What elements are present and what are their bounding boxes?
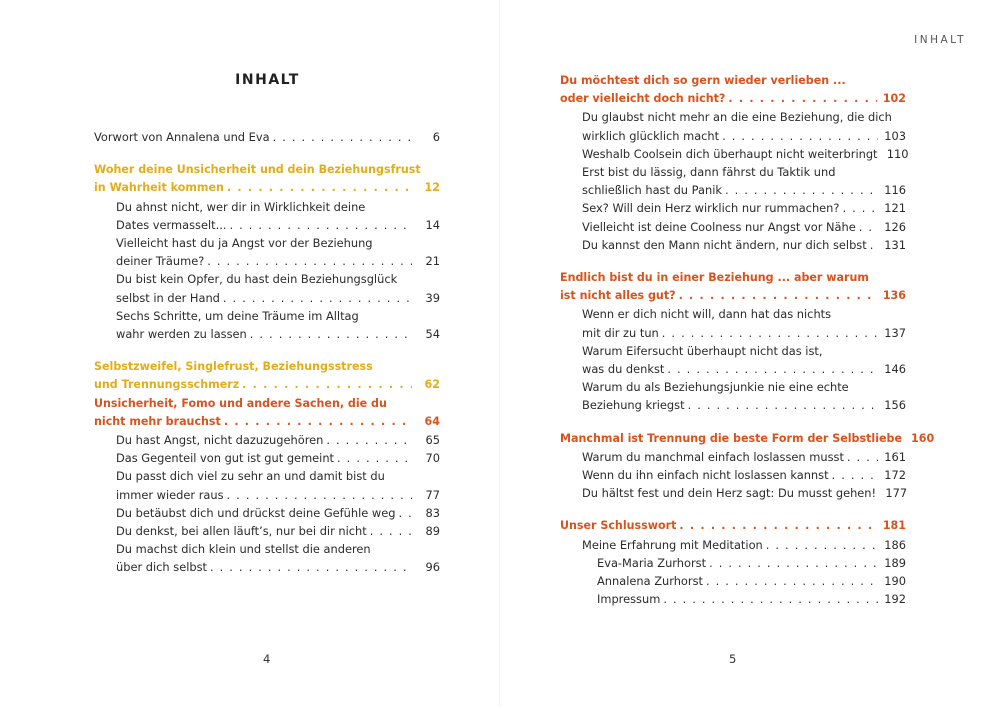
toc-entry-text: Du machst dich klein und stellst die anderen bbox=[116, 542, 371, 557]
toc-entry-text: Beziehung kriegst bbox=[582, 398, 685, 413]
toc-entry-text: Woher deine Unsicherheit und dein Beziehungsfrust bbox=[94, 163, 421, 177]
toc-entry[interactable] bbox=[560, 554, 906, 572]
toc-entry-text: selbst in der Hand bbox=[116, 290, 220, 305]
toc-page-number: 62 bbox=[424, 378, 440, 392]
toc-entry[interactable] bbox=[94, 467, 440, 503]
right-page bbox=[500, 0, 1000, 707]
toc-entry-text: Meine Erfahrung mit Meditation bbox=[582, 537, 763, 552]
toc-entry-text: Warum du als Beziehungsjunkie nie eine echte bbox=[582, 380, 849, 395]
dot-leader bbox=[326, 431, 412, 449]
toc-entry-text: nicht mehr brauchst bbox=[94, 414, 221, 428]
toc-page-number: 65 bbox=[425, 433, 440, 448]
toc-entry-text: Annalena Zurhorst bbox=[597, 574, 703, 589]
toc-entry-text: Erst bist du lässig, dann fährst du Taktik und bbox=[582, 165, 836, 180]
toc-entry-text: Vielleicht hast du ja Angst vor der Beziehung bbox=[116, 236, 373, 251]
toc-page-number: 181 bbox=[882, 519, 906, 533]
toc-entry-text: oder vielleicht doch nicht? bbox=[560, 92, 726, 106]
toc-list-right bbox=[560, 72, 935, 608]
toc-page-number: 21 bbox=[425, 254, 440, 269]
toc-entry[interactable] bbox=[560, 163, 906, 199]
dot-leader bbox=[728, 90, 876, 108]
toc-chapter[interactable] bbox=[560, 517, 906, 535]
toc-page-number: 136 bbox=[882, 289, 906, 303]
toc-page-number: 64 bbox=[424, 414, 440, 428]
toc-entry-text: ist nicht alles gut? bbox=[560, 289, 676, 303]
toc-entry[interactable] bbox=[560, 305, 906, 341]
toc-page-number: 131 bbox=[884, 237, 906, 252]
toc-entry-text: Du betäubst dich und drückst deine Gefühle weg bbox=[116, 505, 396, 520]
toc-page-number: 137 bbox=[884, 325, 906, 340]
toc-entry[interactable] bbox=[560, 378, 906, 414]
toc-entry-text: Unsicherheit, Fomo und andere Sachen, die du bbox=[94, 396, 387, 410]
page-number-left: 4 bbox=[263, 652, 271, 666]
toc-entry[interactable] bbox=[560, 466, 906, 484]
toc-entry-text: Impressum bbox=[597, 592, 661, 607]
toc-page-number: 146 bbox=[884, 362, 906, 377]
toc-entry[interactable] bbox=[94, 522, 440, 540]
dot-leader bbox=[667, 360, 878, 378]
dot-leader bbox=[706, 572, 878, 590]
toc-entry-text: Sechs Schritte, um deine Träume im Alltag bbox=[116, 308, 359, 323]
toc-chapter[interactable] bbox=[94, 358, 440, 394]
toc-entry[interactable] bbox=[560, 218, 906, 236]
toc-page-number: 12 bbox=[424, 181, 440, 195]
toc-page-number: 77 bbox=[425, 487, 440, 502]
toc-entry[interactable] bbox=[560, 572, 906, 590]
toc-page-number: 110 bbox=[886, 146, 909, 161]
dot-leader bbox=[722, 127, 878, 145]
toc-entry[interactable] bbox=[560, 536, 906, 554]
toc-page-number: 177 bbox=[885, 486, 908, 501]
toc-page-number: 14 bbox=[425, 217, 440, 232]
toc-entry[interactable] bbox=[94, 540, 440, 576]
dot-leader bbox=[679, 287, 877, 305]
dot-leader bbox=[725, 181, 878, 199]
toc-page-number: 6 bbox=[432, 130, 440, 144]
toc-entry[interactable] bbox=[94, 449, 440, 467]
dot-leader bbox=[227, 179, 412, 197]
toc-entry-text: in Wahrheit kommen bbox=[94, 181, 224, 195]
toc-entry-text: Vielleicht ist deine Coolness nur Angst vor Nähe bbox=[582, 219, 856, 234]
toc-entry[interactable] bbox=[94, 431, 440, 449]
toc-entry[interactable] bbox=[560, 145, 909, 163]
dot-leader bbox=[662, 324, 878, 342]
page-number-right: 5 bbox=[729, 652, 737, 666]
toc-page-number: 160 bbox=[911, 431, 935, 445]
dot-leader bbox=[832, 466, 878, 484]
toc-entry-text: und Trennungsschmerz bbox=[94, 378, 240, 392]
toc-entry-text: Wenn du ihn einfach nicht loslassen kannst bbox=[582, 468, 829, 483]
toc-page-number: 189 bbox=[884, 555, 906, 570]
toc-entry-text: Du ahnst nicht, wer dir in Wirklichkeit deine bbox=[116, 199, 366, 214]
toc-entry-text: Dates vermasselt... bbox=[116, 217, 227, 232]
dot-leader bbox=[337, 449, 412, 467]
toc-page-number: 121 bbox=[884, 201, 906, 216]
toc-entry-text: Du glaubst nicht mehr an die eine Beziehung, die dich bbox=[582, 110, 892, 125]
toc-page-number: 54 bbox=[425, 327, 440, 342]
dot-leader bbox=[688, 396, 878, 414]
toc-entry-text: Sex? Will dein Herz wirklich nur rummachen? bbox=[582, 201, 840, 216]
toc-entry-text: Manchmal ist Trennung die beste Form der Selbstliebe bbox=[560, 431, 903, 445]
toc-page-number: 103 bbox=[884, 128, 906, 143]
toc-entry-text: immer wieder raus bbox=[116, 487, 224, 502]
dot-leader bbox=[229, 216, 412, 234]
dot-leader bbox=[766, 536, 878, 554]
dot-leader bbox=[847, 448, 878, 466]
toc-entry-text: Weshalb Coolsein dich überhaupt nicht weiterbringt bbox=[582, 146, 878, 161]
toc-page-number: 186 bbox=[884, 537, 906, 552]
toc-entry[interactable] bbox=[94, 234, 440, 270]
dot-leader bbox=[207, 252, 412, 270]
toc-entry-text: Das Gegenteil von gut ist gut gemeint bbox=[116, 451, 335, 466]
toc-page-number: 192 bbox=[884, 592, 906, 607]
toc-entry-text: Warum du manchmal einfach loslassen musst bbox=[582, 449, 844, 464]
toc-page-number: 96 bbox=[425, 560, 440, 575]
toc-entry-text: Du denkst, bei allen läuft’s, nur bei dir nicht bbox=[116, 524, 367, 539]
dot-leader bbox=[709, 554, 878, 572]
dot-leader bbox=[398, 504, 412, 522]
toc-page-number: 190 bbox=[884, 574, 906, 589]
toc-page-number: 126 bbox=[884, 219, 906, 234]
dot-leader bbox=[227, 486, 412, 504]
toc-entry[interactable] bbox=[94, 504, 440, 522]
toc-page-number: 161 bbox=[884, 449, 906, 464]
toc-entry-text: Unser Schlusswort bbox=[560, 519, 677, 533]
toc-entry[interactable] bbox=[94, 307, 440, 343]
toc-page-number: 102 bbox=[882, 92, 906, 106]
toc-entry[interactable] bbox=[560, 108, 906, 144]
toc-entry-text: Wenn er dich nicht will, dann hat das nichts bbox=[582, 307, 832, 322]
toc-entry[interactable] bbox=[94, 128, 440, 146]
toc-page-number: 156 bbox=[884, 398, 906, 413]
toc-entry-text: Warum Eifersucht überhaupt nicht das ist, bbox=[582, 343, 823, 358]
dot-leader bbox=[859, 218, 878, 236]
dot-leader bbox=[870, 236, 878, 254]
dot-leader bbox=[370, 522, 412, 540]
toc-entry-text: Endlich bist du in einer Beziehung ... aber warum bbox=[560, 271, 869, 285]
toc-entry[interactable] bbox=[94, 270, 440, 306]
toc-entry-text: über dich selbst bbox=[116, 560, 207, 575]
dot-leader bbox=[223, 289, 412, 307]
toc-entry[interactable] bbox=[560, 342, 906, 378]
toc-chapter[interactable] bbox=[560, 72, 906, 108]
toc-list-left bbox=[94, 128, 440, 577]
toc-page-number: 172 bbox=[884, 468, 906, 483]
toc-chapter[interactable] bbox=[94, 161, 440, 197]
toc-entry-text: Du bist kein Opfer, du hast dein Beziehungsglück bbox=[116, 272, 398, 287]
toc-entry[interactable] bbox=[560, 236, 906, 254]
toc-entry-text: Du hast Angst, nicht dazuzugehören bbox=[116, 433, 324, 448]
toc-chapter[interactable] bbox=[560, 269, 906, 305]
toc-page-number: 70 bbox=[425, 451, 440, 466]
toc-entry-text: Du hältst fest und dein Herz sagt: Du musst gehen! bbox=[582, 486, 877, 501]
toc-chapter[interactable] bbox=[94, 395, 440, 431]
dot-leader bbox=[210, 558, 412, 576]
toc-entry[interactable] bbox=[560, 484, 906, 502]
toc-entry-text: was du denkst bbox=[582, 362, 665, 377]
toc-entry[interactable] bbox=[560, 199, 906, 217]
dot-leader bbox=[663, 590, 878, 608]
dot-leader bbox=[224, 413, 412, 431]
toc-page-number: 83 bbox=[425, 505, 440, 520]
toc-entry-text: Vorwort von Annalena und Eva bbox=[94, 130, 270, 144]
dot-leader bbox=[250, 325, 412, 343]
toc-entry-text: wirklich glücklich macht bbox=[582, 128, 720, 143]
toc-entry-text: Selbstzweifel, Singlefrust, Beziehungsstress bbox=[94, 360, 373, 374]
dot-leader bbox=[273, 128, 412, 146]
running-head: INHALT bbox=[914, 34, 966, 46]
toc-entry[interactable] bbox=[560, 448, 906, 466]
toc-entry-text: deiner Träume? bbox=[116, 254, 205, 269]
toc-entry-text: mit dir zu tun bbox=[582, 325, 659, 340]
toc-entry-text: wahr werden zu lassen bbox=[116, 327, 247, 342]
dot-leader bbox=[842, 199, 878, 217]
dot-leader bbox=[242, 376, 412, 394]
toc-entry-text: Du passt dich viel zu sehr an und damit bist du bbox=[116, 469, 385, 484]
toc-entry-text: schließlich hast du Panik bbox=[582, 183, 722, 198]
toc-entry-text: Du kannst den Mann nicht ändern, nur dich selbst bbox=[582, 237, 867, 252]
toc-entry-text: Du möchtest dich so gern wieder verlieben ... bbox=[560, 74, 846, 87]
toc-entry-text: Eva-Maria Zurhorst bbox=[597, 555, 707, 570]
toc-page-number: 116 bbox=[884, 183, 906, 198]
toc-title: INHALT bbox=[235, 72, 300, 88]
toc-page-number: 89 bbox=[425, 524, 440, 539]
toc-page-number: 39 bbox=[425, 290, 440, 305]
toc-entry[interactable] bbox=[94, 198, 440, 234]
toc-chapter[interactable] bbox=[560, 430, 935, 448]
dot-leader bbox=[679, 517, 876, 535]
toc-entry[interactable] bbox=[560, 590, 906, 608]
